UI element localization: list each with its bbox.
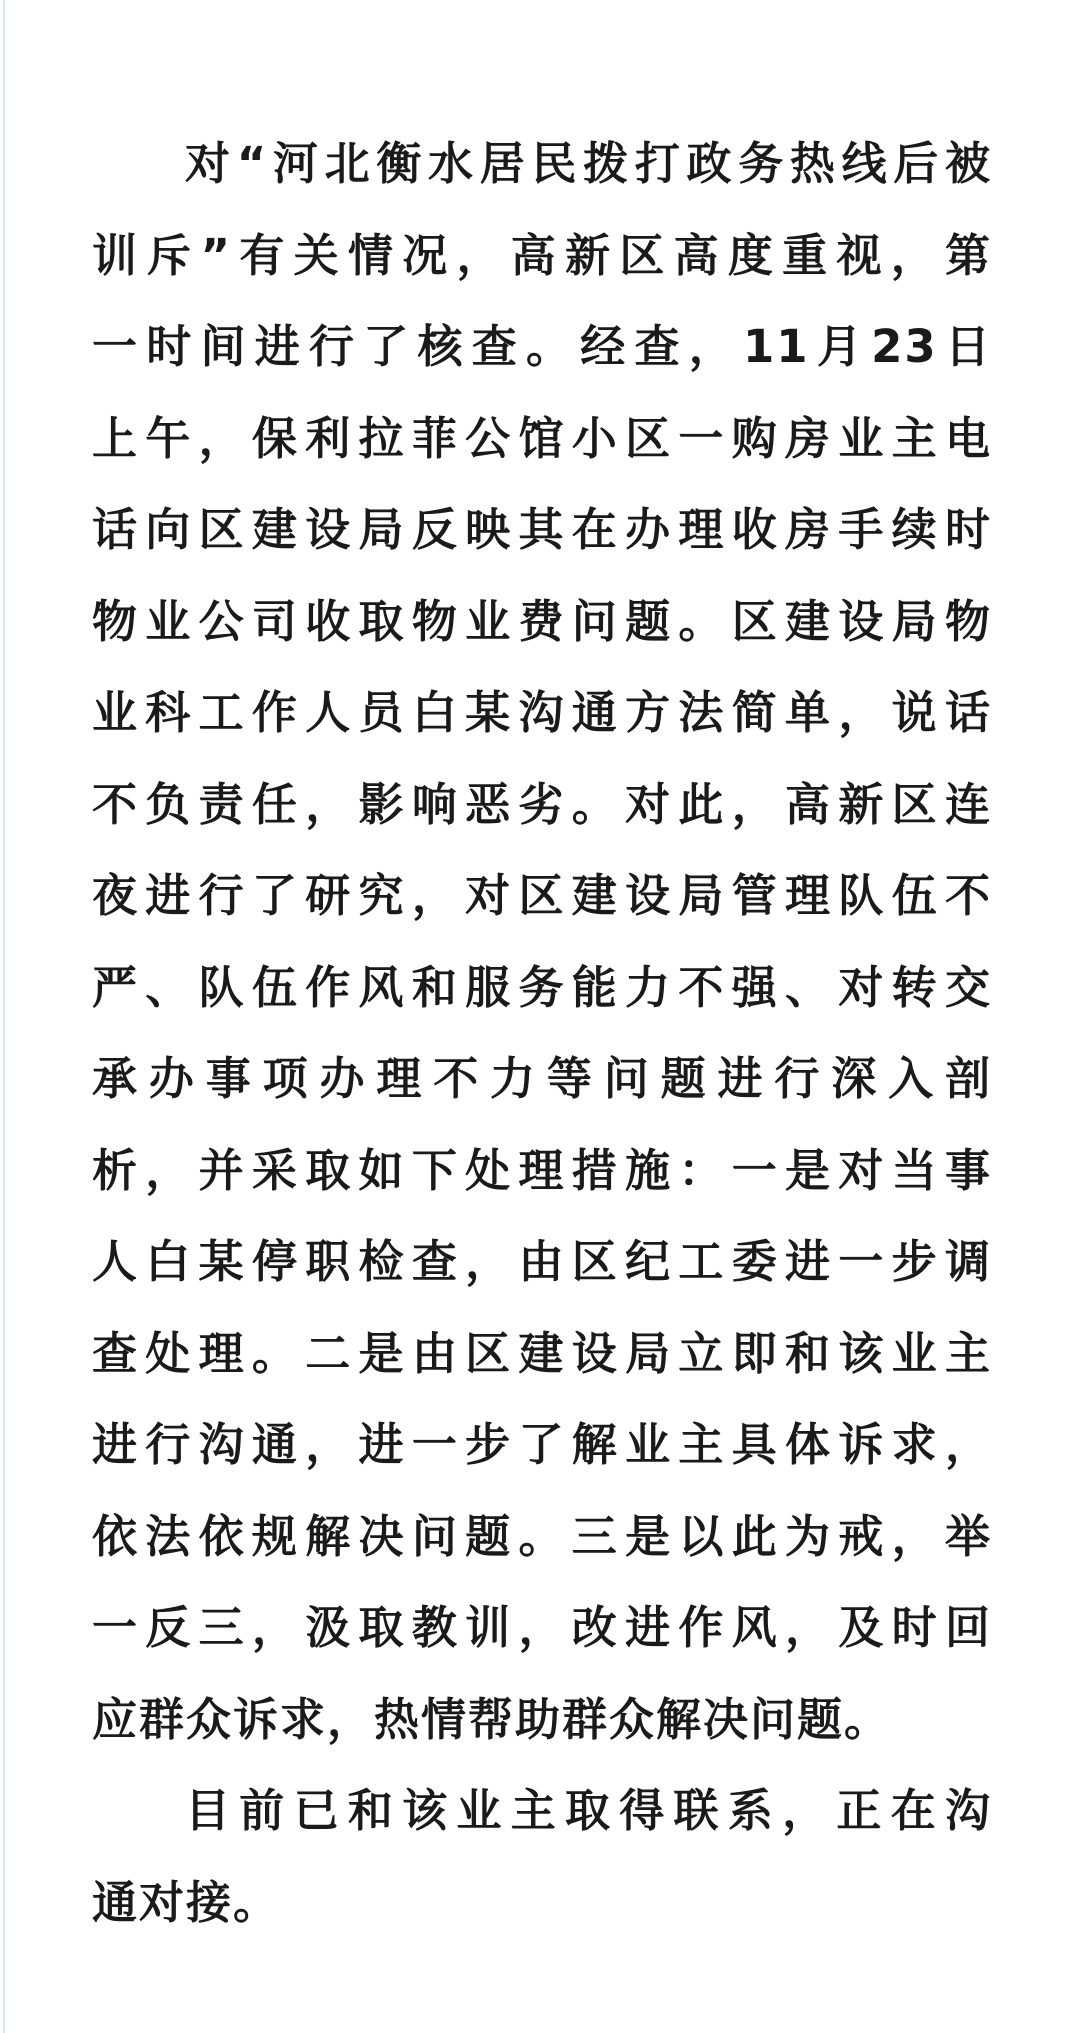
text-line: 物业公司收取物业费问题。区建设局物 — [92, 594, 992, 648]
text-line: 进行沟通，进一步了解业主具体诉求， — [92, 1418, 992, 1471]
paragraph-1 — [92, 118, 992, 1765]
text-line: 上午，保利拉菲公馆小区一购房业主电 — [92, 411, 992, 465]
text-line: 业科工作人员白某沟通方法简单，说话 — [92, 686, 992, 739]
paragraph-2 — [92, 1765, 992, 1948]
text-line: 夜进行了研究，对区建设局管理队伍不 — [92, 869, 992, 922]
text-line: 查处理。二是由区建设局立即和该业主 — [92, 1326, 992, 1380]
text-line: 承办事项办理不力等问题进行深入剖 — [92, 1052, 992, 1105]
text-line: 一反三，汲取教训，改进作风，及时回 — [92, 1601, 992, 1654]
text-line: 训斥”有关情况，高新区高度重视，第 — [92, 228, 992, 282]
text-line: 对“河北衡水居民拨打政务热线后被 — [185, 137, 992, 190]
text-line: 人白某停职检查，由区纪工委进一步调 — [92, 1235, 992, 1288]
text-line: 应群众诉求，热情帮助群众解决问题。 — [92, 1692, 892, 1746]
text-line: 目前已和该业主取得联系，正在沟 — [185, 1784, 992, 1837]
text-line: 不负责任，影响恶劣。对此，高新区连 — [92, 777, 992, 831]
text-line: 话向区建设局反映其在办理收房手续时 — [92, 503, 992, 556]
left-border-line — [3, 0, 5, 2033]
text-line: 依法依规解决问题。三是以此为戒，举 — [92, 1509, 992, 1563]
article-body — [92, 118, 992, 1948]
text-line: 通对接。 — [92, 1875, 281, 1929]
text-line: 严、队伍作风和服务能力不强、对转交 — [92, 960, 992, 1014]
text-line: 析，并采取如下处理措施：一是对当事 — [92, 1143, 992, 1197]
text-line: 一时间进行了核查。经查，11月23日 — [92, 320, 992, 373]
